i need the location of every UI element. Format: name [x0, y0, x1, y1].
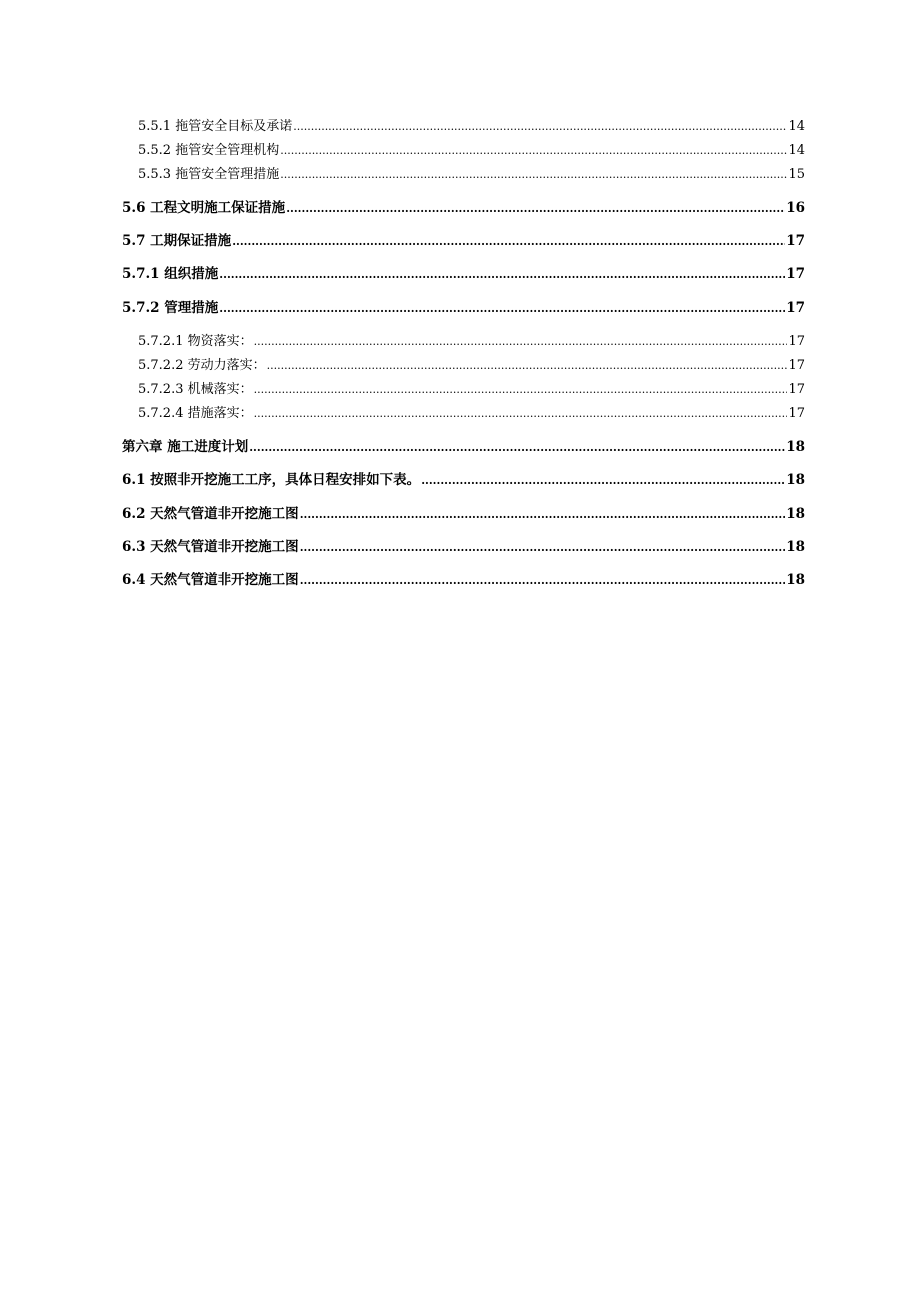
toc-entry-6-2[interactable] — [122, 508, 805, 522]
toc-entry-label: 6.3 天然气管道非开挖施工图 — [122, 539, 299, 555]
toc-entry-page: 18 — [786, 472, 805, 488]
toc-entry-5-5-3[interactable] — [138, 168, 805, 181]
toc-dot-leader — [293, 121, 787, 132]
toc-entry-page: 18 — [786, 439, 805, 455]
toc-entry-page: 17 — [788, 406, 805, 421]
toc-entry-5-7-2-3[interactable] — [138, 383, 805, 396]
toc-entry-page: 17 — [786, 233, 805, 249]
toc-entry-page: 18 — [786, 572, 805, 588]
toc-entry-label: 5.7.2.1 物资落实： — [138, 334, 253, 349]
toc-entry-label: 第六章 施工进度计划 — [122, 439, 249, 455]
toc-entry-label: 5.7.2.2 劳动力落实： — [138, 358, 266, 373]
toc-entry-5-7[interactable] — [122, 235, 805, 249]
toc-dot-leader — [254, 336, 788, 347]
toc-dot-leader — [421, 475, 785, 486]
toc-entry-page: 14 — [788, 143, 805, 158]
toc-entry-label: 5.6 工程文明施工保证措施 — [122, 200, 286, 216]
toc-entry-label: 6.4 天然气管道非开挖施工图 — [122, 572, 299, 588]
toc-entry-5-7-2[interactable] — [122, 302, 805, 316]
toc-entry-page: 17 — [788, 334, 805, 349]
toc-dot-leader — [249, 442, 785, 453]
toc-entry-6-3[interactable] — [122, 541, 805, 555]
toc-entry-page: 17 — [788, 382, 805, 397]
toc-entry-5-6[interactable] — [122, 202, 805, 216]
toc-entry-page: 17 — [786, 266, 805, 282]
toc-dot-leader — [300, 509, 786, 520]
toc-dot-leader — [232, 236, 785, 247]
toc-entry-page: 15 — [788, 167, 805, 182]
toc-entry-5-7-2-1[interactable] — [138, 335, 805, 348]
toc-entry-label: 5.5.2 拖管安全管理机构 — [138, 143, 280, 158]
toc-entry-5-7-1[interactable] — [122, 268, 805, 282]
toc-entry-page: 17 — [788, 358, 805, 373]
toc-entry-label: 5.7.2.3 机械落实： — [138, 382, 253, 397]
toc-entry-5-7-2-4[interactable] — [138, 407, 805, 420]
toc-entry-label: 5.7.1 组织措施 — [122, 266, 219, 282]
toc-entry-chapter-6[interactable] — [122, 441, 805, 455]
toc-entry-5-5-2[interactable] — [138, 144, 805, 157]
toc-dot-leader — [286, 203, 785, 214]
toc-dot-leader — [300, 542, 786, 553]
toc-dot-leader — [280, 169, 787, 180]
toc-entry-label: 5.5.3 拖管安全管理措施 — [138, 167, 280, 182]
toc-dot-leader — [254, 408, 788, 419]
toc-entry-page: 18 — [786, 506, 805, 522]
toc-dot-leader — [280, 145, 787, 156]
toc-entry-label: 6.2 天然气管道非开挖施工图 — [122, 506, 299, 522]
toc-dot-leader — [219, 269, 785, 280]
toc-entry-label: 5.7 工期保证措施 — [122, 233, 232, 249]
toc-dot-leader — [300, 575, 786, 586]
toc-entry-page: 17 — [786, 300, 805, 316]
toc-entry-6-1[interactable] — [122, 474, 805, 488]
toc-dot-leader — [267, 360, 788, 371]
toc-entry-label: 5.5.1 拖管安全目标及承诺 — [138, 119, 293, 134]
toc-entry-label: 5.7.2.4 措施落实： — [138, 406, 253, 421]
toc-entry-label: 5.7.2 管理措施 — [122, 300, 219, 316]
toc-entry-page: 14 — [788, 119, 805, 134]
toc-entry-page: 18 — [786, 539, 805, 555]
toc-entry-label: 6.1 按照非开挖施工工序，具体日程安排如下表。 — [122, 472, 421, 488]
toc-entry-5-7-2-2[interactable] — [138, 359, 805, 372]
toc-dot-leader — [219, 303, 785, 314]
toc-dot-leader — [254, 384, 788, 395]
toc-entry-5-5-1[interactable] — [138, 120, 805, 133]
toc-entry-6-4[interactable] — [122, 574, 805, 588]
toc-entry-page: 16 — [786, 200, 805, 216]
